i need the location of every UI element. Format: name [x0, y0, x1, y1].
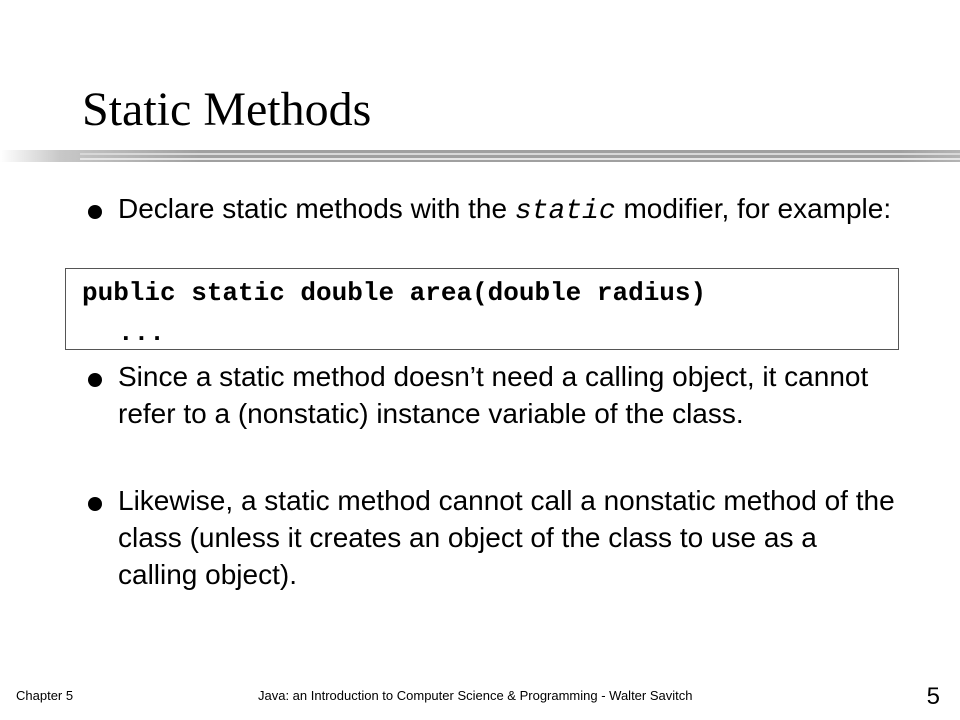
bullet-dot [88, 205, 102, 219]
code-line-2: ... [118, 318, 165, 348]
footer-course: Java: an Introduction to Computer Science & Programming - Walter Savitch [258, 688, 693, 703]
bullet-1-prefix: Declare static methods with the [118, 193, 515, 224]
inline-code-static: static [514, 196, 616, 227]
footer-chapter: Chapter 5 [16, 688, 74, 703]
bullet-2-text: Since a static method doesn’t need a calling object, it cannot refer to a (nonstatic) instance variable of the class. [118, 361, 869, 429]
slide-title: Static Methods [82, 83, 372, 136]
page-number: 5 [926, 683, 940, 710]
bullet-dot [88, 497, 102, 511]
bullet-1-suffix: modifier, for example: [615, 193, 892, 224]
bullet-dot [88, 373, 102, 387]
title-divider [0, 150, 960, 162]
bullet-1-text [118, 190, 898, 230]
bullet-3-text: Likewise, a static method cannot call a nonstatic method of the class (unless it creates an object of the class to use as a calling object). [118, 485, 895, 590]
code-line-1: public static double area(double radius) [82, 278, 707, 308]
